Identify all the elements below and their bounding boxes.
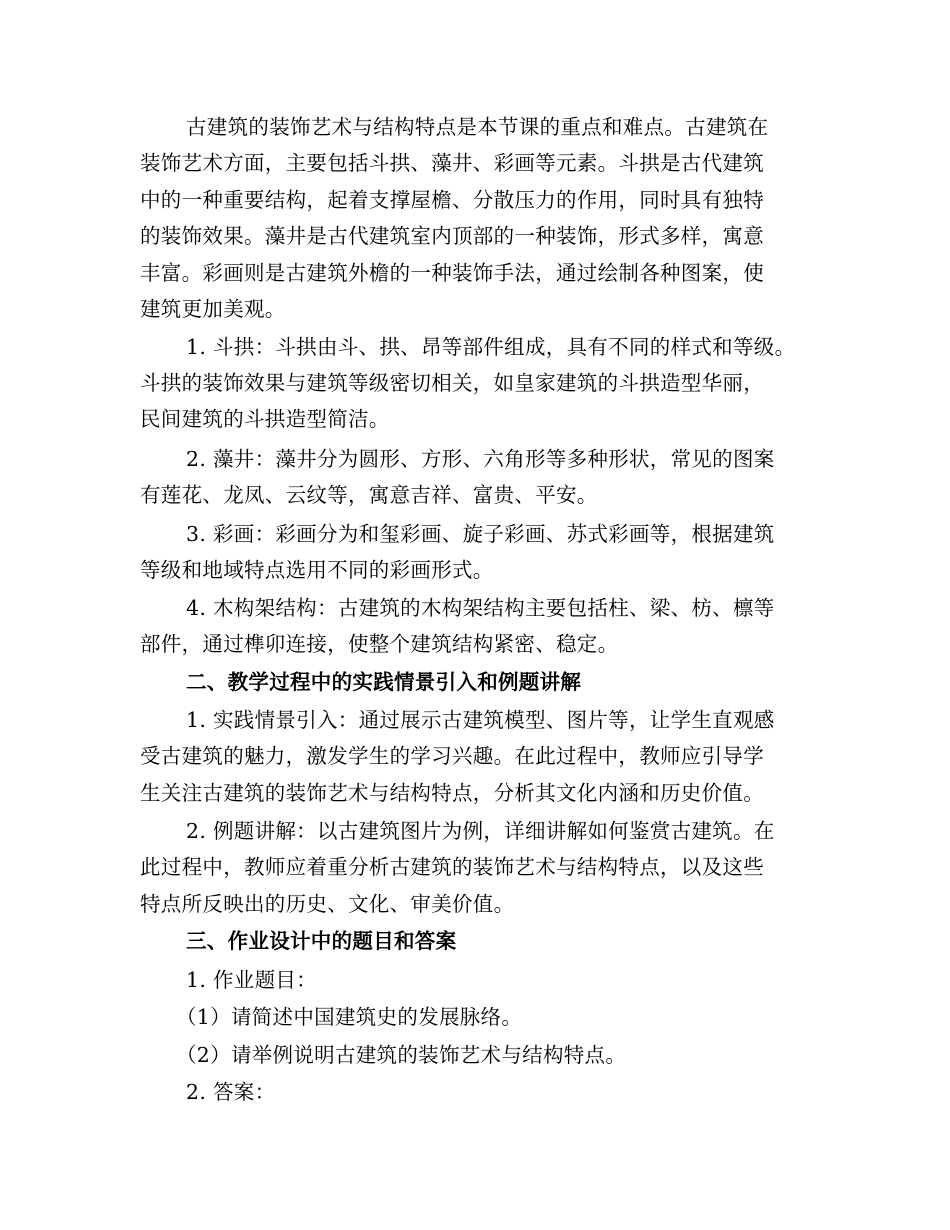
paragraph-line: 丰富。彩画则是古建筑外檐的一种装饰手法，通过绘制各种图案，使: [140, 261, 764, 285]
list-item-line: 斗拱的装饰效果与建筑等级密切相关，如皇家建筑的斗拱造型华丽，: [140, 371, 764, 395]
paragraph-line: 建筑更加美观。: [140, 297, 286, 321]
list-item-line: 1. 实践情景引入：通过展示古建筑模型、图片等，让学生直观感: [186, 708, 775, 732]
list-item-line: 4. 木构架结构：古建筑的木构架结构主要包括柱、梁、枋、檩等: [186, 596, 775, 620]
list-item-line: 2. 藻井：藻井分为圆形、方形、六角形等多种形状，常见的图案: [186, 447, 775, 471]
list-item-line: 有莲花、龙凤、云纹等，寓意吉祥、富贵、平安。: [140, 483, 598, 507]
list-item-line: 2. 例题讲解：以古建筑图片为例，详细讲解如何鉴赏古建筑。在: [186, 819, 775, 843]
list-item-line: 2. 答案：: [186, 1080, 276, 1104]
section-heading: 三、作业设计中的题目和答案: [186, 929, 457, 953]
list-item-line: 部件，通过榫卯连接，使整个建筑结构紧密、稳定。: [140, 632, 619, 656]
list-item-line: 生关注古建筑的装饰艺术与结构特点，分析其文化内涵和历史价值。: [140, 781, 764, 805]
list-item-line: 特点所反映出的历史、文化、审美价值。: [140, 892, 515, 916]
list-item-line: 1. 斗拱：斗拱由斗、拱、昂等部件组成，具有不同的样式和等级。: [186, 335, 796, 359]
paragraph-line: 古建筑的装饰艺术与结构特点是本节课的重点和难点。古建筑在: [186, 115, 769, 139]
list-item-line: 此过程中，教师应着重分析古建筑的装饰艺术与结构特点，以及这些: [140, 855, 764, 879]
list-item-line: 等级和地域特点选用不同的彩画形式。: [140, 558, 494, 582]
list-item-line: 民间建筑的斗拱造型简洁。: [140, 407, 390, 431]
list-item-line: 3. 彩画：彩画分为和玺彩画、旋子彩画、苏式彩画等，根据建筑: [186, 522, 775, 546]
list-item-line: （2）请举例说明古建筑的装饰艺术与结构特点。: [176, 1043, 627, 1067]
section-heading: 二、教学过程中的实践情景引入和例题讲解: [186, 670, 582, 694]
list-item-line: 1. 作业题目：: [186, 968, 317, 992]
paragraph-line: 中的一种重要结构，起着支撑屋檐、分散压力的作用，同时具有独特: [140, 188, 764, 212]
list-item-line: （1）请简述中国建筑史的发展脉络。: [176, 1005, 523, 1029]
paragraph-line: 的装饰效果。藻井是古代建筑室内顶部的一种装饰，形式多样，寓意: [140, 224, 764, 248]
list-item-line: 受古建筑的魅力，激发学生的学习兴趣。在此过程中，教师应引导学: [140, 744, 764, 768]
paragraph-line: 装饰艺术方面，主要包括斗拱、藻井、彩画等元素。斗拱是古代建筑: [140, 151, 764, 175]
